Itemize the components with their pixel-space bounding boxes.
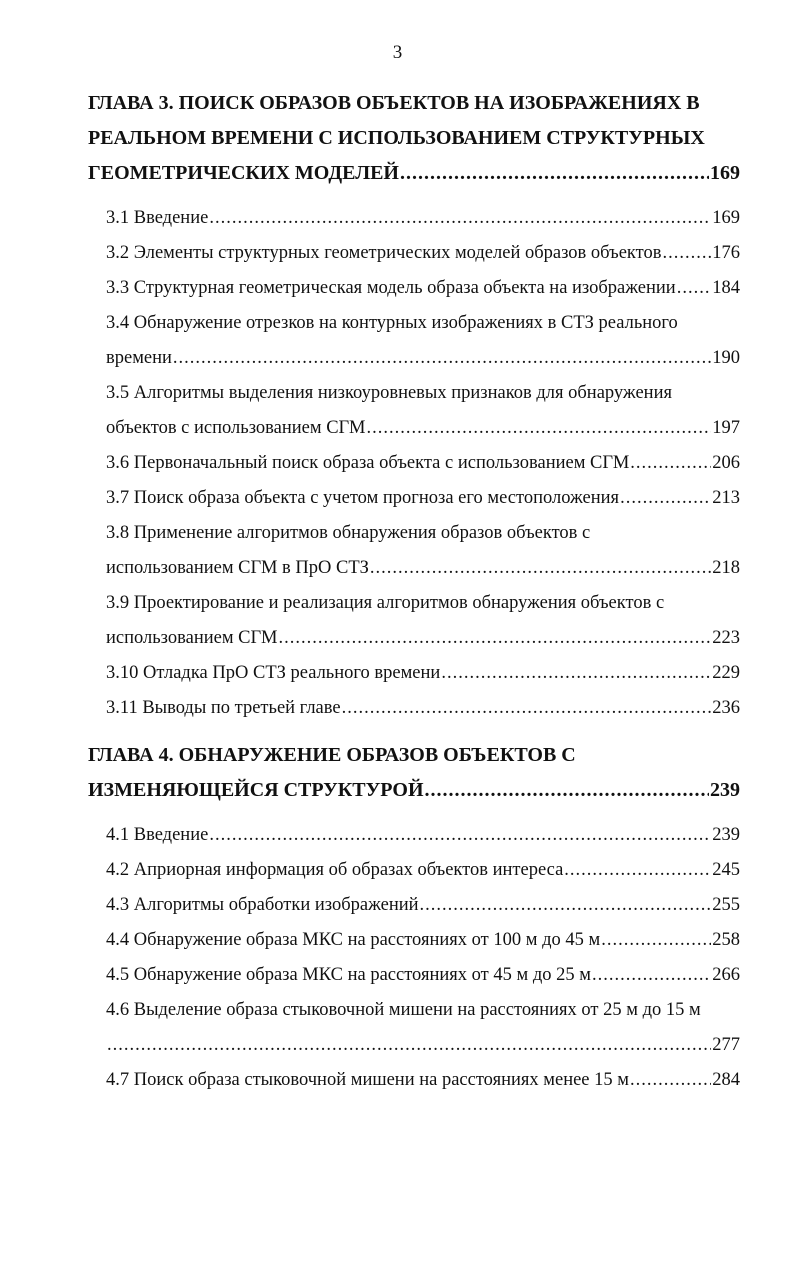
entry-page-number: 218 <box>712 558 740 578</box>
dot-leader <box>564 853 711 888</box>
entry-title: 4.7 Поиск образа стыковочной мишени на расстояниях менее 15 м <box>106 1070 629 1090</box>
entry-page-number: 190 <box>712 348 740 368</box>
entry-title-continued: использованием СГМ <box>106 628 278 648</box>
entry-page-number: 284 <box>712 1070 740 1090</box>
toc-entry-4-4[interactable] <box>88 923 740 958</box>
entry-title: 4.4 Обнаружение образа МКС на расстояниях от 100 м до 45 м <box>106 930 601 950</box>
entry-title: 3.1 Введение <box>106 208 209 228</box>
entry-page-number: 176 <box>712 243 740 263</box>
toc-entry-4-5[interactable] <box>88 958 740 993</box>
dot-leader <box>173 341 711 376</box>
toc-entry-3-7[interactable] <box>88 481 740 516</box>
dot-leader <box>370 551 711 586</box>
toc-entry-3-11[interactable] <box>88 691 740 726</box>
entry-title: 3.10 Отладка ПрО СТЗ реального времени <box>106 663 441 683</box>
entry-page-number: 206 <box>712 453 740 473</box>
dot-leader <box>425 773 709 808</box>
dot-leader <box>342 691 712 726</box>
entry-title: 4.3 Алгоритмы обработки изображений <box>106 895 419 915</box>
entry-title: 3.4 Обнаружение отрезков на контурных изображениях в СТЗ реального <box>106 313 678 333</box>
dot-leader <box>209 818 711 853</box>
entry-page-number: 184 <box>712 278 740 298</box>
entry-title: 4.2 Априорная информация об образах объектов интереса <box>106 860 564 880</box>
dot-leader <box>630 1063 711 1098</box>
entry-title: 4.1 Введение <box>106 825 209 845</box>
entry-page-number: 236 <box>712 698 740 718</box>
toc-entry-3-6[interactable] <box>88 446 740 481</box>
entry-page-number: 213 <box>712 488 740 508</box>
toc-entry-4-7[interactable] <box>88 1063 740 1098</box>
chapter-3-entries <box>88 201 740 726</box>
entry-page-number: 223 <box>712 628 740 648</box>
dot-leader <box>420 888 712 923</box>
dot-leader <box>441 656 711 691</box>
chapter-title-line: ГЛАВА 3. ПОИСК ОБРАЗОВ ОБЪЕКТОВ НА ИЗОБРАЖЕНИЯХ В <box>88 92 700 114</box>
toc-entry-3-8[interactable] <box>88 516 740 586</box>
toc-entry-3-1[interactable] <box>88 201 740 236</box>
toc-entry-4-6[interactable] <box>88 993 740 1063</box>
entry-title: 3.2 Элементы структурных геометрических моделей образов объектов <box>106 243 662 263</box>
dot-leader <box>592 958 711 993</box>
dot-leader <box>662 236 711 271</box>
chapter-page-number: 239 <box>710 779 740 801</box>
table-of-contents <box>88 86 740 1110</box>
toc-entry-3-9[interactable] <box>88 586 740 656</box>
toc-entry-3-2[interactable] <box>88 236 740 271</box>
chapter-title-line: ИЗМЕНЯЮЩЕЙСЯ СТРУКТУРОЙ <box>88 779 424 801</box>
entry-page-number: 245 <box>712 860 740 880</box>
chapter-page-number: 169 <box>710 162 740 184</box>
entry-title-continued: объектов с использованием СГМ <box>106 418 366 438</box>
toc-entry-3-4[interactable] <box>88 306 740 376</box>
dot-leader <box>620 481 711 516</box>
entry-page-number: 255 <box>712 895 740 915</box>
entry-title: 3.8 Применение алгоритмов обнаружения образов объектов с <box>106 523 591 543</box>
entry-title: 3.5 Алгоритмы выделения низкоуровневых признаков для обнаружения <box>106 383 672 403</box>
toc-entry-4-2[interactable] <box>88 853 740 888</box>
entry-title: 3.6 Первоначальный поиск образа объекта с использованием СГМ <box>106 453 630 473</box>
entry-title-continued: использованием СГМ в ПрО СТЗ <box>106 558 369 578</box>
entry-page-number: 277 <box>712 1035 740 1055</box>
dot-leader <box>400 156 709 191</box>
entry-title: 3.3 Структурная геометрическая модель образа объекта на изображении <box>106 278 676 298</box>
dot-leader <box>601 923 711 958</box>
chapter-3-heading[interactable] <box>88 86 740 191</box>
chapter-4-entries <box>88 818 740 1098</box>
entry-page-number: 229 <box>712 663 740 683</box>
toc-entry-3-10[interactable] <box>88 656 740 691</box>
chapter-title-leader <box>88 156 740 191</box>
dot-leader <box>630 446 711 481</box>
dot-leader <box>278 621 711 656</box>
chapter-title-line: ГЛАВА 4. ОБНАРУЖЕНИЕ ОБРАЗОВ ОБЪЕКТОВ С <box>88 744 576 766</box>
entry-page-number: 258 <box>712 930 740 950</box>
entry-page-number: 197 <box>712 418 740 438</box>
dot-leader <box>677 271 712 306</box>
toc-entry-3-5[interactable] <box>88 376 740 446</box>
dot-leader <box>107 1028 711 1063</box>
entry-page-number: 239 <box>712 825 740 845</box>
toc-entry-4-1[interactable] <box>88 818 740 853</box>
entry-title: 3.7 Поиск образа объекта с учетом прогноза его местоположения <box>106 488 620 508</box>
entry-title-continued: времени <box>106 348 172 368</box>
entry-page-number: 169 <box>712 208 740 228</box>
entry-title: 3.11 Выводы по третьей главе <box>106 698 341 718</box>
chapter-title-line: РЕАЛЬНОМ ВРЕМЕНИ С ИСПОЛЬЗОВАНИЕМ СТРУКТУРНЫХ <box>88 127 705 149</box>
page-number: 3 <box>392 42 403 63</box>
entry-title: 4.6 Выделение образа стыковочной мишени на расстояниях от 25 м до 15 м <box>106 1000 701 1020</box>
dot-leader <box>209 201 711 236</box>
chapter-title-leader <box>88 773 740 808</box>
entry-page-number: 266 <box>712 965 740 985</box>
entry-title: 3.9 Проектирование и реализация алгоритмов обнаружения объектов с <box>106 593 665 613</box>
toc-entry-3-3[interactable] <box>88 271 740 306</box>
chapter-4-heading[interactable] <box>88 738 740 808</box>
dot-leader <box>366 411 711 446</box>
entry-title: 4.5 Обнаружение образа МКС на расстояниях от 45 м до 25 м <box>106 965 591 985</box>
toc-entry-4-3[interactable] <box>88 888 740 923</box>
chapter-title-line: ГЕОМЕТРИЧЕСКИХ МОДЕЛЕЙ <box>88 162 399 184</box>
